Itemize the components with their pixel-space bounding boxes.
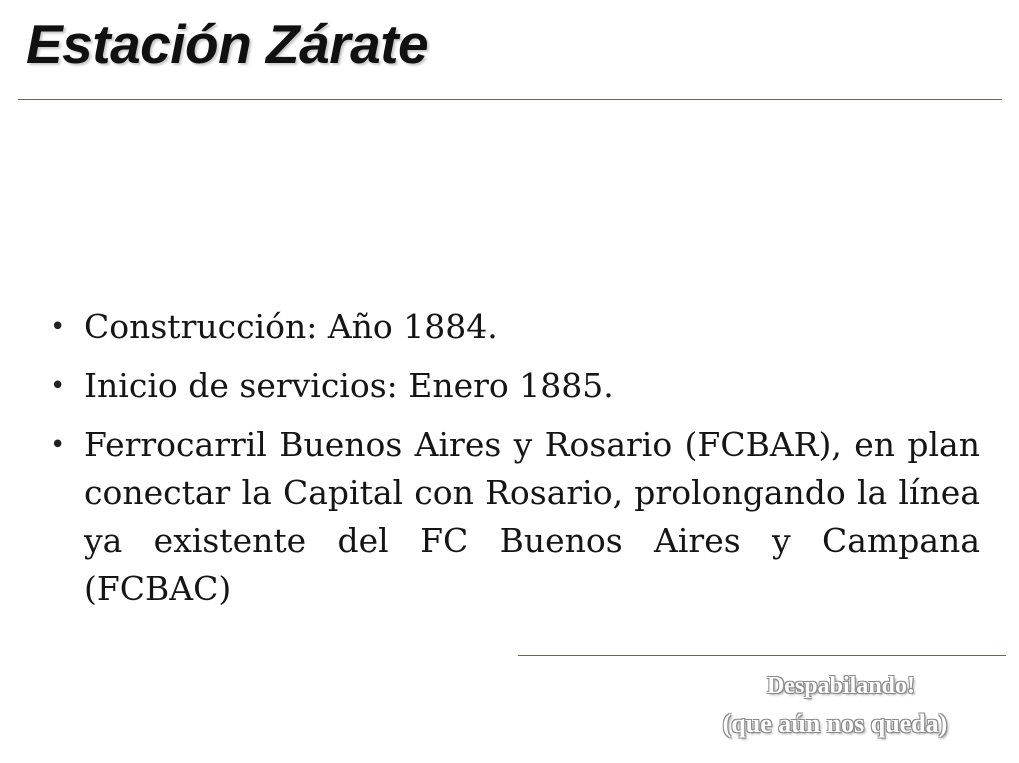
bullet-text-construccion: Construcción: Año 1884.	[84, 307, 498, 346]
footer-divider	[518, 655, 1006, 656]
bullet-list	[46, 303, 980, 624]
slide-title: Estación Zárate	[26, 13, 429, 75]
footer-brand	[665, 668, 1005, 744]
title-divider	[18, 99, 1002, 100]
bullet-marker: •	[50, 371, 66, 401]
list-item	[46, 362, 980, 410]
bullet-text-inicio: Inicio de servicios: Enero 1885.	[84, 366, 614, 405]
list-item	[46, 421, 980, 613]
footer-brand-line2: (que aún nos queda)	[722, 709, 948, 738]
bullet-marker: •	[50, 312, 66, 342]
bullet-text-ferrocarril: Ferrocarril Buenos Aires y Rosario (FCBAR), en plan conectar la Capital con Rosario, prolongando la línea ya existente del FC Buenos Aires y Campana (FCBAC)	[84, 425, 980, 608]
bullet-marker: •	[50, 430, 66, 460]
footer-brand-line1: Despabilando!	[766, 673, 916, 699]
list-item	[46, 303, 980, 351]
